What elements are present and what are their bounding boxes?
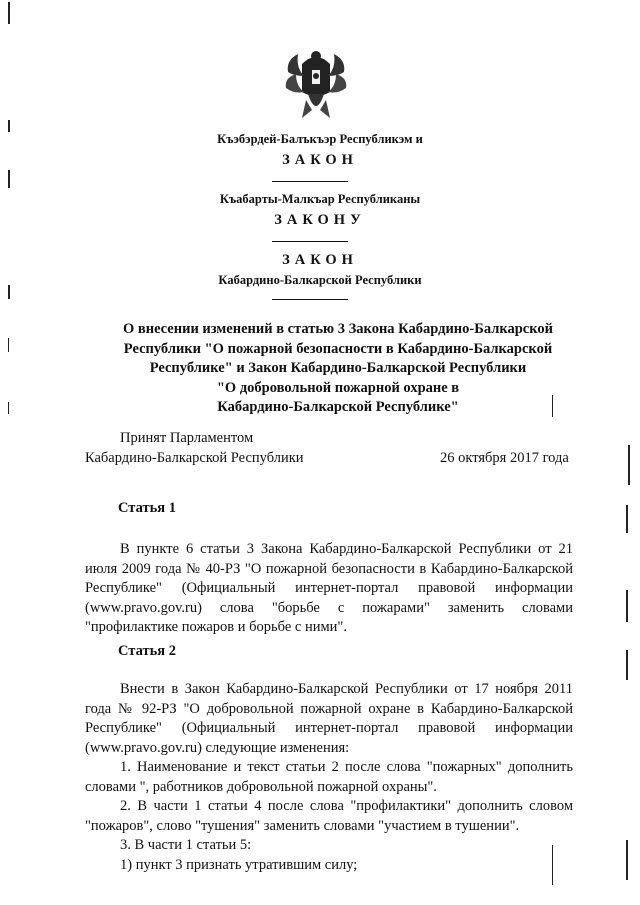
scan-mark xyxy=(8,2,10,24)
scan-mark xyxy=(626,505,628,533)
title-line: О внесении изменений в статью 3 Закона Кабардино-Балкарской xyxy=(122,321,553,337)
scan-mark xyxy=(626,650,628,680)
article-2-item-3: 3. В части 1 статьи 5: xyxy=(120,837,252,853)
adopted-by-parliament: Кабардино-Балкарской Республики xyxy=(85,450,304,466)
scan-mark xyxy=(626,590,628,622)
scan-mark xyxy=(8,338,9,352)
scan-mark xyxy=(628,445,630,485)
scan-mark xyxy=(8,120,10,132)
article-2-item-1: 1. Наименование и текст статьи 2 после слова "пожарных" дополнить словами ", работников добровольной пожарной охраны". xyxy=(85,759,573,795)
adoption-date: 26 октября 2017 года xyxy=(440,450,569,466)
article-2-item-2: 2. В части 1 статьи 4 после слова "профилактики" дополнить словом "пожаров", слово "тушения" заменить словами "участием в тушении". xyxy=(85,798,573,834)
article-2-intro: Внести в Закон Кабардино-Балкарской Республики от 17 ноября 2011 года № 92-РЗ "О добровольной пожарной охране в Кабардино-Балкарской Республике" (Официальный интернет-портал правовой информации (www.pravo.gov.ru) следующие изменения: xyxy=(85,681,573,756)
article-2-heading: Статья 2 xyxy=(118,643,176,659)
title-line: Республике" и Закон Кабардино-Балкарской Республики xyxy=(149,360,527,376)
header-ru-name: Кабардино-Балкарской Республики xyxy=(218,273,422,287)
title-line: Республики "О пожарной безопасности в Кабардино-Балкарской xyxy=(123,340,553,357)
header-kbr-name: Къэбэрдей-Балъкъэр Республикэм и xyxy=(217,132,423,146)
divider xyxy=(272,241,348,242)
divider xyxy=(272,299,348,300)
law-title xyxy=(118,320,558,418)
article-1-heading: Статья 1 xyxy=(118,500,176,516)
header-kb-name: Къабарты-Малкъар Республиканы xyxy=(219,192,421,206)
article-1-text: В пункте 6 статьи 3 Закона Кабардино-Балкарской Республики от 21 июля 2009 года № 40-РЗ "О пожарной безопасности в Кабардино-Балкарской Республике" (Официальный интернет-портал правовой информации (www.pravo.gov.ru) слова "борьбе с пожарами" заменить словами "профилактике пожаров и борьбе с ними". xyxy=(85,541,573,635)
divider xyxy=(272,181,348,182)
header-ru-law-word: ЗАКОН xyxy=(282,252,358,268)
header-kb-law-word: ЗАКОНУ xyxy=(274,212,366,228)
header-kbr-law-word: ЗАКОН xyxy=(282,152,358,168)
coat-of-arms-emblem xyxy=(282,42,350,127)
scan-mark xyxy=(626,840,628,880)
title-line: "О добровольной пожарной охране в xyxy=(216,379,460,396)
title-line: Кабардино-Балкарской Республике" xyxy=(217,399,459,415)
scan-mark xyxy=(8,402,9,414)
adopted-by: Принят Парламентом xyxy=(120,430,254,446)
scan-mark xyxy=(8,170,10,188)
article-2-item-3-1: 1) пункт 3 признать утратившим силу; xyxy=(120,857,358,873)
